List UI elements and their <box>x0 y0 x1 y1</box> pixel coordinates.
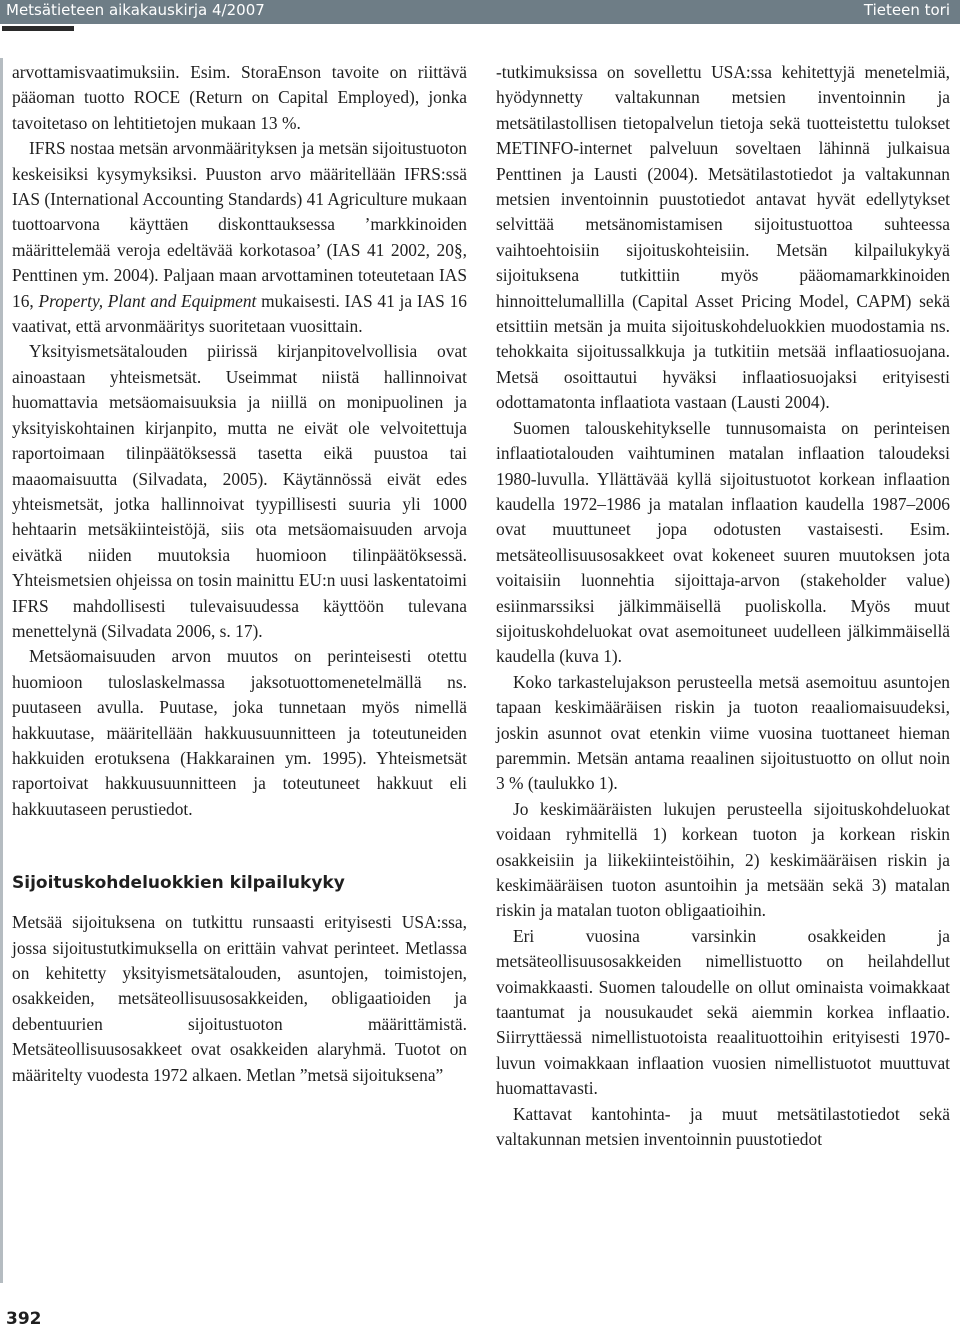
running-header <box>0 0 960 24</box>
paragraph: Metsää sijoituksena on tutkittu runsaasti erityisesti USA:ssa, jossa sijoitustutkimuksella on erittäin vahvat perinteet. Metlassa on kehitetty yksityismetsätalouden, asuntojen, toimistojen, osakkeiden, metsäteollisuusosakkeiden, obligaatioiden ja debentuurien sijoitustuoton määrittämistä. Metsäteollisuusosakkeet ovat osakkeiden alaryhmä. Tuotot on määritelty vuodesta 1972 alkaen. Metlan ”metsä sijoituksena” <box>12 912 467 1085</box>
paragraph: Koko tarkastelujakson perusteella metsä asemoituu asuntojen tapaan keskimääräisen riskin ja tuoton reaaliomaisuudeksi, joskin asunnot ovat etenkin viime vuosina tuottaneet hieman paremmin. Metsän antama reaalinen sijoitustuotto on ollut noin 3 % (taulukko 1). <box>496 671 950 794</box>
paragraph: Kattavat kantohinta- ja muut metsätilastotiedot sekä valtakunnan metsien inventoinnin puustotiedot <box>496 1103 950 1150</box>
section-title: Tieteen tori <box>863 1 950 19</box>
left-column <box>12 60 467 1088</box>
paragraph: Suomen talouskehitykselle tunnusomaista on perinteisen inflaatiotalouden vaihtuminen matalan inflaation taloudeksi 1980-luvulla. Yllättävää kyllä sijoitustuotot korkean inflaation kaudella 1972–1986 ja matalan inflaation kaudella 1987–2006 ovat muuttuneet jopa odotusten vastaisesti. Esim. metsäteollisuusosakkeet ovat kokeneet suuren muutoksen jota voitaisiin luonnehtia sijoittaja-arvon (stakeholder value) esiinmarssiksi jälkimmäisellä puoliskolla. Myös muut sijoituskohdeluokat ovat asemoituneet uudelleen jälkimmäisellä kaudella (kuva 1). <box>496 417 950 667</box>
italic-title: Property, Plant and Equipment <box>38 290 257 311</box>
paragraph: Jo keskimääräisten lukujen perusteella sijoituskohdeluokat voidaan ryhmitellä 1) korkean tuoton ja korkean riskin osakkeisiin ja liikekiinteistöihin, 2) keskimääräisen riskin ja keskimääräisen tuoton asuntoihin ja metsään sekä 3) matalan riskin ja matalan tuoton obligaatioihin. <box>496 798 950 921</box>
page-number: 392 <box>6 1309 42 1329</box>
paragraph: Yksityismetsätalouden piirissä kirjanpitovelvollisia ovat ainoastaan yhteismetsät. Useimmat niistä hallinnoivat huomattavia metsäomaisuuksia ja niillä on monipuolinen ja yksityiskohtainen kirjanpito, mutta ne eivät ole velvoitettuja raportoimaan tilinpäätöksessä tasetta eikä puustoa tai maaomaisuutta (Silvadata, 2005). Käytännössä eivät edes yhteismetsät, jotka hallinnoivat tyypillisesti suuria yli 1000 hehtaarin metsäkiinteistöjä, siis ota metsäomaisuuden arvoja eivätkä niiden muutoksia huomioon tilinpäätöksessä. Yhteismetsien ohjeissa on tosin mainittu EU:n uusi laskentatoimi IFRS mahdollisesti tulevaisuudessa käyttöön tulevana menettelynä (Silvadata 2006, s. 17). <box>12 341 467 641</box>
paragraph-text: IFRS nostaa metsän arvonmäärityksen ja metsän sijoitustuoton keskeisiksi kysymyksiksi. Puuston arvo määritellään IFRS:ssä IAS (International Accounting Standards) 41 Agriculture mukaan tuottoarvona käyttäen diskonttauksessa ’markkinoiden määrittelemää veroja edeltävää korkotasoa’ (IAS 41 2002, 20§, Penttinen ym. 2004). Paljaan maan arvottaminen toteutetaan IAS 16, <box>12 138 467 311</box>
paragraph <box>12 136 467 339</box>
right-column <box>496 60 950 1152</box>
section-heading: Sijoituskohdeluokkien kilpailukyky <box>12 873 345 894</box>
margin-rule <box>0 58 3 1283</box>
paragraph: -tutkimuksissa on sovellettu USA:ssa kehitettyjä menetelmiä, hyödynnetty valtakunnan metsien inventoinnin ja metsätilastollisen tietopalvelun tietoja sekä tuotteistettu tulokset METINFO-internet palveluun soveltaen lähinnä julkaisua Penttinen ja Lausti (2004). Metsätilastotiedot ja valtakunnan metsien inventoinnin puustotiedot antavat hyvät edellytykset selvittää metsänomistamisen sijoitustuottoa suhteessa vaihtoehtoisiin sijoituskohteisiin. Metsän kilpailukykyä sijoituksena tutkittiin myös pääomamarkkinoiden hinnoittelumallilla (Capital Asset Pricing Model, CAPM) sekä etsittiin metsän ja muita sijoituskohdeluokkien muodostamia ns. tehokkaita sijoitussalkkuja ja tutkitiin metsää inflaatiosuojana. Metsä osoittautui hyväksi inflaatiosuojaksi erityisesti odottamatonta inflaatiota vastaan (Lausti 2004). <box>496 62 950 413</box>
paragraph: Metsäomaisuuden arvon muutos on perinteisesti otettu huomioon tuloslaskelmassa jaksotuottomenetelmällä ns. puutaseen avulla. Puutase, joka tunnetaan myös nimellä hakkuutase, määritellään hakkuusuunnitteen ja toteutuneiden hakkuiden erotuksena (Hakkarainen ym. 1995). Yhteismetsät raportoivat hakkuusuunnitteen ja toteutuneet hakkuut eli hakkuutaseen perustiedot. <box>12 646 467 819</box>
paragraph: Eri vuosina varsinkin osakkeiden ja metsäteollisuusosakkeiden nimellistuotto on heilahdellut voimakkaasti. Suomen taloudelle on ollut ominaista voimakkaat taantumat ja nousukaudet sekä aiemmin korkea inflaatio. Siirryttäessä nimellistuotoista reaalituottoihin erityisesti 1970-luvun voimakkaan inflaation vuosien nimellistuotot muuttuvat huomattavasti. <box>496 925 950 1099</box>
header-accent-bar <box>2 26 74 31</box>
paragraph-text: mukaisesti. IAS 41 ja IAS 16 vaativat, että arvonmääritys suoritetaan vuosittain. <box>12 290 467 337</box>
journal-title: Metsätieteen aikakauskirja 4/2007 <box>6 1 265 19</box>
paragraph: arvottamisvaatimuksiin. Esim. StoraEnson tavoite on riittävä pääoman tuotto ROCE (Return on Capital Employed), jonka tavoitetaso on lehtitietojen mukaan 13 %. <box>12 62 467 133</box>
